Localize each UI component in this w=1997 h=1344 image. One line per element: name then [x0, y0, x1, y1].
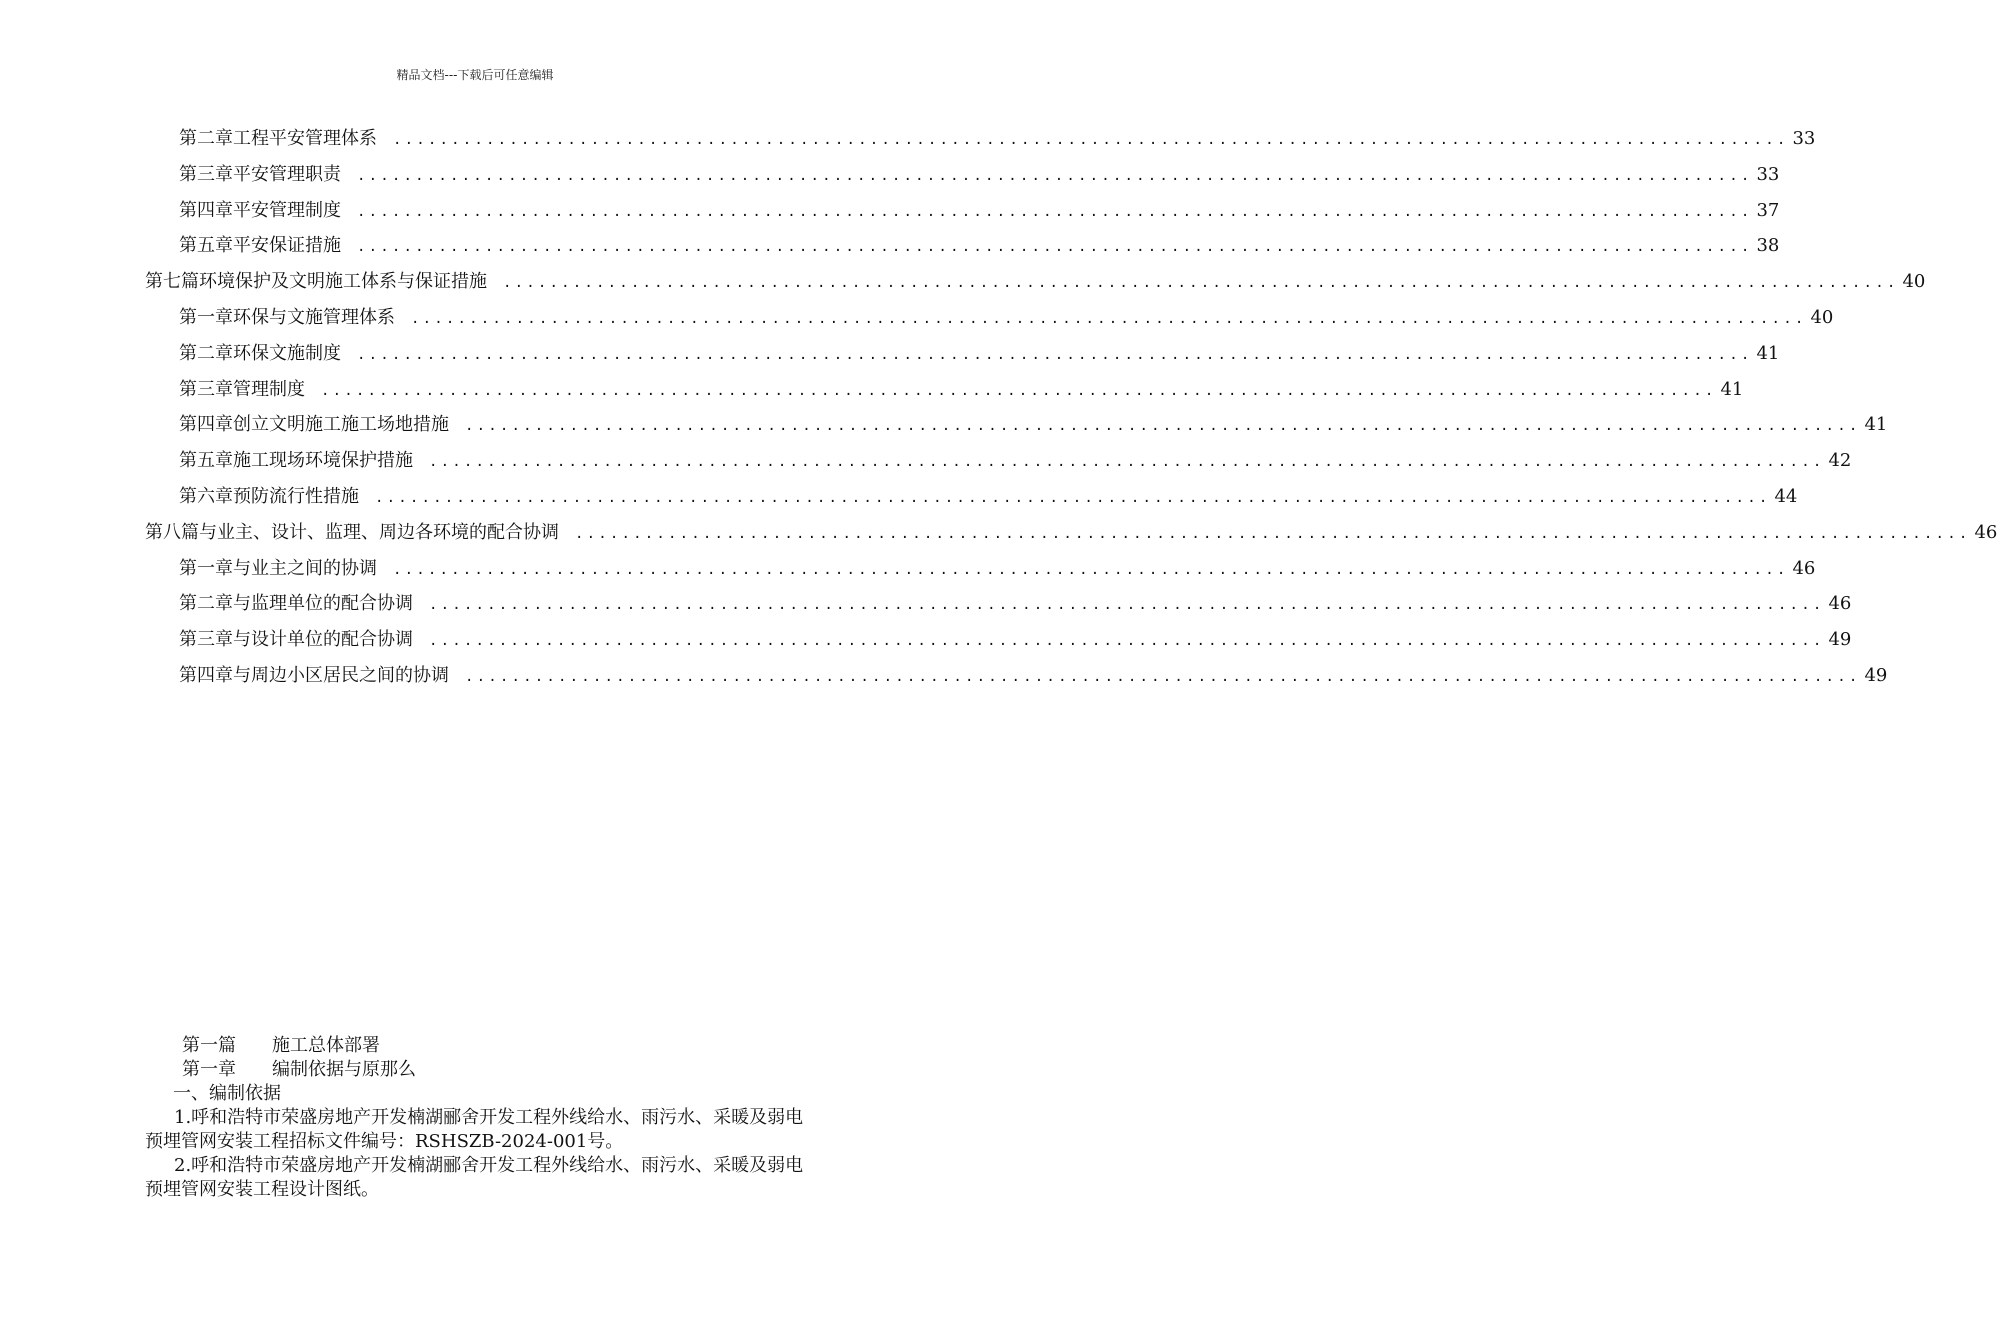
toc-entry-page: 49: [1864, 665, 1888, 686]
toc-entry-page: 41: [1864, 414, 1888, 436]
toc-entry[interactable]: [179, 483, 1798, 511]
toc-entry[interactable]: [179, 232, 1780, 260]
toc-leader-dots: ........................................................................................................................: [321, 382, 1717, 399]
toc-leader-dots: ........................................................................................................................: [429, 597, 1825, 614]
toc-entry-number: 第五章: [179, 450, 233, 472]
toc-entry[interactable]: [179, 125, 1816, 153]
toc-entry-title: 平安管理制度: [233, 199, 341, 221]
toc-entry-page: 44: [1774, 486, 1798, 507]
toc-entry-page: 46: [1974, 521, 1997, 543]
toc-entry-page: 42: [1828, 450, 1852, 472]
toc-entry-title: 与监理单位的配合协调: [233, 593, 413, 615]
toc-entry-title: 与设计单位的配合协调: [233, 629, 413, 651]
toc-leader-dots: ........................................................................................................................: [411, 311, 1807, 327]
part-heading: 第一篇 施工总体部署: [182, 1035, 380, 1056]
toc-entry-title: 环境保护及文明施工体系与保证措施: [199, 271, 487, 293]
toc-entry-title: 与业主之间的协调: [233, 557, 377, 579]
toc-entry[interactable]: [179, 304, 1834, 332]
toc-entry-title: 环保与文施管理体系: [233, 307, 395, 328]
toc-entry-number: 第二章: [179, 128, 233, 149]
toc-leader-dots: ........................................................................................................................: [393, 561, 1789, 578]
toc-entry-title: 创立文明施工施工场地措施: [233, 414, 449, 436]
chapter-heading: 第一章 编制依据与原那么: [182, 1059, 416, 1080]
toc-leader-dots: ........................................................................................................................: [429, 633, 1825, 650]
toc-entry-page: 38: [1756, 235, 1780, 257]
toc-leader-dots: ........................................................................................................................: [465, 669, 1861, 685]
toc-entry-title: 与周边小区居民之间的协调: [233, 665, 449, 686]
toc-entry-number: 第二章: [179, 593, 233, 615]
toc-entry[interactable]: [179, 447, 1852, 475]
toc-entry-title: 施工现场环境保护措施: [233, 450, 413, 472]
toc-entry-page: 33: [1756, 163, 1780, 185]
toc-leader-dots: ........................................................................................................................: [357, 239, 1753, 256]
toc-entry-number: 第八篇: [145, 521, 199, 543]
toc-entry[interactable]: [179, 376, 1744, 404]
toc-entry-title: 平安管理职责: [233, 163, 341, 185]
toc-entry[interactable]: [179, 626, 1852, 654]
toc-entry[interactable]: [179, 411, 1888, 439]
toc-entry-page: 33: [1792, 128, 1816, 149]
section-heading: 一、编制依据: [173, 1083, 281, 1104]
toc-entry[interactable]: [179, 662, 1888, 690]
toc-entry[interactable]: [179, 555, 1816, 583]
toc-entry-page: 37: [1756, 199, 1780, 221]
toc-entry[interactable]: [145, 519, 1997, 547]
toc-entry[interactable]: [179, 197, 1780, 225]
page-header: 精品文档---下载后可任意编辑: [396, 68, 554, 82]
toc-entry-number: 第四章: [179, 665, 233, 686]
toc-leader-dots: ........................................................................................................................: [429, 454, 1825, 471]
toc-entry-number: 第六章: [179, 486, 233, 507]
toc-entry-page: 41: [1756, 342, 1780, 364]
paragraph: 2.呼和浩特市荣盛房地产开发楠湖郦舍开发工程外线给水、雨污水、采暖及弱电预埋管网安装工程设计图纸。: [145, 1155, 804, 1200]
toc-leader-dots: ........................................................................................................................: [357, 203, 1753, 220]
toc-leader-dots: ........................................................................................................................: [503, 275, 1899, 292]
toc-leader-dots: ........................................................................................................................: [357, 346, 1753, 363]
toc-entry-number: 第四章: [179, 414, 233, 436]
toc-entry-page: 40: [1902, 271, 1926, 293]
toc-entry[interactable]: [179, 161, 1780, 189]
paragraph: 1.呼和浩特市荣盛房地产开发楠湖郦舍开发工程外线给水、雨污水、采暖及弱电预埋管网安装工程招标文件编号：RSHSZB-2024-001号。: [145, 1107, 804, 1152]
toc-entry-number: 第五章: [179, 235, 233, 257]
toc-entry-page: 41: [1720, 378, 1744, 400]
toc-entry[interactable]: [179, 340, 1780, 368]
toc-entry[interactable]: [145, 268, 1926, 296]
toc-leader-dots: ........................................................................................................................: [393, 132, 1789, 148]
toc-entry-number: 第三章: [179, 163, 233, 185]
toc-entry-page: 46: [1792, 557, 1816, 579]
toc-entry-page: 46: [1828, 593, 1852, 615]
toc-leader-dots: ........................................................................................................................: [375, 490, 1771, 506]
body-content: [145, 1034, 807, 1202]
toc-entry-number: 第一章: [179, 307, 233, 328]
toc-entry-title: 平安保证措施: [233, 235, 341, 257]
toc-entry-title: 环保文施制度: [233, 342, 341, 364]
toc-entry-number: 第三章: [179, 378, 233, 400]
toc-entry-title: 预防流行性措施: [233, 486, 359, 507]
toc-entry-title: 管理制度: [233, 378, 305, 400]
toc-entry[interactable]: [179, 590, 1852, 618]
toc-entry-number: 第一章: [179, 557, 233, 579]
toc-entry-title: 与业主、设计、监理、周边各环境的配合协调: [199, 521, 559, 543]
toc-entry-number: 第三章: [179, 629, 233, 651]
toc-leader-dots: ........................................................................................................................: [575, 525, 1971, 542]
toc-entry-number: 第二章: [179, 342, 233, 364]
toc-entry-number: 第四章: [179, 199, 233, 221]
toc-leader-dots: ........................................................................................................................: [465, 418, 1861, 435]
toc-entry-number: 第七篇: [145, 271, 199, 293]
toc-entry-title: 工程平安管理体系: [233, 128, 377, 149]
toc-entry-page: 40: [1810, 307, 1834, 328]
toc-entry-page: 49: [1828, 629, 1852, 651]
toc-leader-dots: ........................................................................................................................: [357, 167, 1753, 184]
